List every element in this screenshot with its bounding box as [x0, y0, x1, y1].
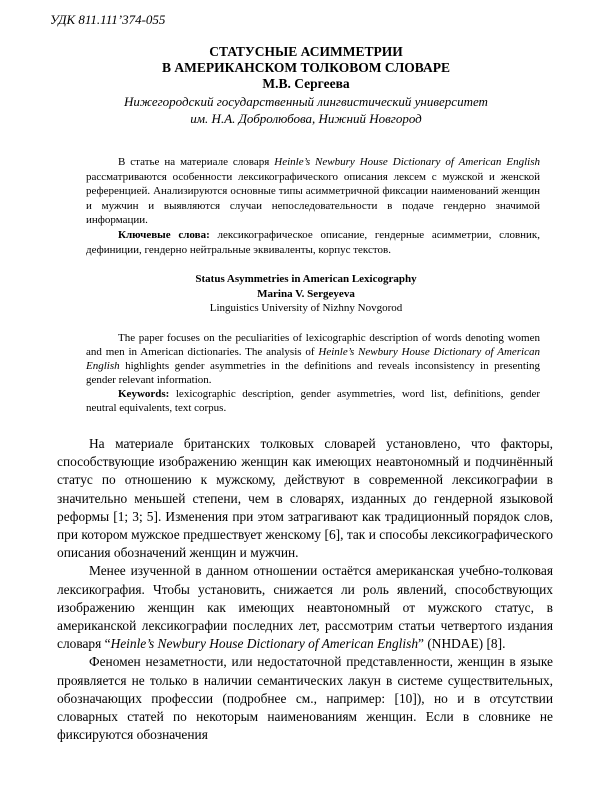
main-body	[57, 435, 553, 744]
title-line-2: В АМЕРИКАНСКОМ ТОЛКОВОМ СЛОВАРЕ	[162, 60, 450, 75]
abstract-ru-part2: рассматриваются особенности лексикографического описания лексем с мужской и женской референцией. Анализируются основные типы асимметричной фиксации наименований женщин и мужчин и выявляются случаи непоследовательности в подаче гендерно значимой информации.	[86, 170, 540, 227]
abstract-en-part2: highlights gender asymmetries in the definitions and reveals inconsistency in presenting gender relevant information.	[86, 360, 540, 386]
abstract-ru	[86, 155, 540, 257]
body-p2-dictionary: Heinle’s Newbury House Dictionary of American English	[110, 636, 419, 652]
abstract-ru-text	[86, 155, 540, 228]
abstract-en-part1: The paper focuses on the peculiarities of lexicographic description of words denoting women and men in American dictionaries. The analysis of	[86, 332, 540, 358]
abstract-en-dictionary: Heinle’s Newbury House Dictionary of American English	[86, 346, 540, 372]
author-en: Marina V. Sergeyeva	[257, 287, 355, 300]
keywords-ru-label: Ключевые слова:	[118, 228, 210, 241]
keywords-en-label: Keywords:	[118, 388, 170, 400]
english-header	[0, 272, 612, 316]
body-paragraph-2	[57, 562, 553, 653]
affiliation-ru	[0, 93, 612, 127]
keywords-en	[86, 387, 540, 415]
keywords-ru-list: лексикографическое описание, гендерные асимметрии, словник, дефиниции, гендерно нейтральные эквиваленты, корпус текстов.	[86, 228, 540, 256]
body-paragraph-3: Феномен незаметности, или недостаточной представленности, женщин в языке проявляется не только в наличии семантических лакун в системе существительных, обозначающих профессии (подробнее см., например: [10]), но и в отсутствии словарных статей по некоторым наименованиям женщин. Если в словнике не фиксируются обозначения	[57, 654, 553, 743]
abstract-en	[86, 331, 540, 415]
body-p2-part2: ” (NHDAE) [8].	[418, 636, 506, 652]
abstract-en-text	[86, 331, 540, 387]
affiliation-ru-line-1: Нижегородский государственный лингвистический университет	[124, 94, 488, 109]
title-line-1: СТАТУСНЫЕ АСИММЕТРИИ	[209, 44, 403, 59]
affiliation-en: Linguistics University of Nizhny Novgorod	[209, 302, 403, 314]
body-paragraph-1: На материале британских толковых словарей установлено, что факторы, способствующие изображению женщин как имеющих неавтономный и подчинённый статус по отношению к мужскому, действуют в современной лексикографии в значительно меньшей степени, чем в словарях, изданных до гендерной языковой реформы [1; 3; 5]. Изменения при этом затрагивают как традиционный порядок слов, при котором мужское предшествует женскому [6], так и способы лексикографического описания обозначений женщин и мужчин.	[57, 436, 553, 561]
author-ru: М.В. Сергеева	[262, 76, 350, 91]
abstract-ru-dictionary: Heinle’s Newbury House Dictionary of American English	[274, 156, 540, 168]
title-en: Status Asymmetries in American Lexicography	[195, 273, 417, 285]
udk-code: УДК 811.111’374-055	[50, 12, 166, 27]
keywords-en-list: lexicographic description, gender asymmetries, word list, definitions, gender neutral equivalents, text corpus.	[86, 388, 540, 414]
affiliation-ru-line-2: им. Н.А. Добролюбова, Нижний Новгород	[190, 111, 422, 126]
keywords-ru	[86, 228, 540, 257]
body-p2-part1: Менее изученной в данном отношении остаётся американская учебно-толковая лексикография. Чтобы установить, снижается ли роль явлений, способствующих изображению женщин как имеющих неавтономный от мужского статус, в американской лексикографии последних лет, рассмотрим статьи четвертого издания словаря “	[57, 563, 553, 652]
abstract-ru-part1: В статье на материале словаря	[118, 156, 275, 168]
